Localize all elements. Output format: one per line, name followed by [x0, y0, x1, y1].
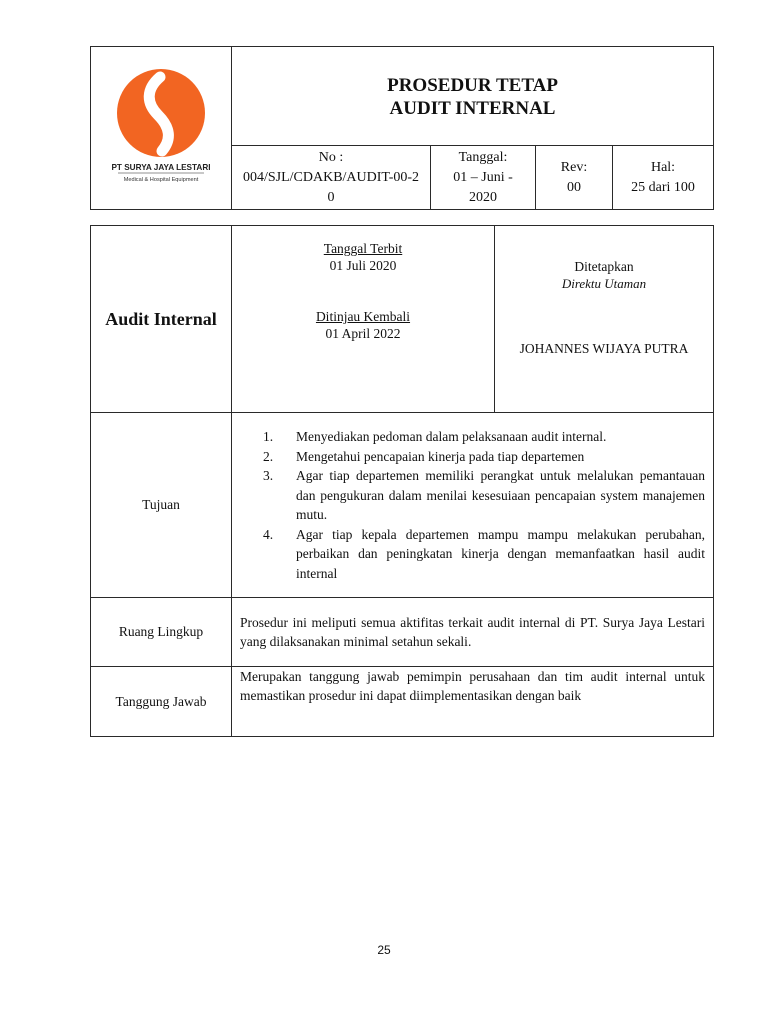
- title-line-2: AUDIT INTERNAL: [389, 98, 556, 119]
- list-item: 2. Mengetahui pencapaian kinerja pada tiap departemen: [262, 448, 585, 464]
- list-item: 4. Agar tiap kepala departemen mampu mampu melakukan perubahan, perbaikan dan peningkatan kinerja dengan memanfaatkan hasil audit internal: [262, 526, 705, 581]
- date-cell: [431, 146, 536, 210]
- procedure-body-table: [90, 225, 714, 737]
- approval-cell: [495, 226, 714, 413]
- doc-number-label: No :: [318, 149, 344, 165]
- issue-date-value: 01 Juli 2020: [329, 258, 397, 273]
- page-count-cell: [613, 146, 714, 210]
- date-label: Tanggal:: [458, 149, 508, 165]
- review-date-value: 01 April 2022: [325, 326, 401, 341]
- page-number: 25: [377, 943, 391, 957]
- list-item: 3. Agar tiap departemen memiliki perangkat untuk melalukan pemantauan dan pengukuran dalam menilai kesesuiaan pencapaian system manajemen mutu.: [262, 468, 705, 522]
- svg-text:PT SURYA JAYA LESTARI: PT SURYA JAYA LESTARI: [111, 163, 211, 172]
- procedure-title: [232, 47, 714, 146]
- list-item: 1. Menyediakan pedoman dalam pelaksanaan audit internal.: [262, 429, 607, 444]
- revision-cell: [536, 146, 613, 210]
- ruang-lingkup-label: Ruang Lingkup: [91, 598, 232, 667]
- review-date-label: Ditinjau Kembali: [315, 309, 411, 324]
- title-line-1: PROSEDUR TETAP: [387, 75, 558, 96]
- tanggung-jawab-content: Merupakan tanggung jawab pemimpin perusahaan dan tim audit internal untuk memastikan prosedur ini dapat diimplementasikan dengan baik: [232, 667, 714, 737]
- approver-role: Direktu Utaman: [561, 276, 647, 291]
- date-value: 01 – Juni - 2020: [453, 169, 513, 205]
- revision-value: 00: [567, 179, 581, 195]
- doc-number-cell: [232, 146, 431, 210]
- tujuan-list: [232, 427, 713, 583]
- approval-label: Ditetapkan: [574, 259, 634, 274]
- svg-text:Medical & Hospital Equipment: Medical & Hospital Equipment: [123, 177, 199, 183]
- revision-label: Rev:: [560, 159, 588, 175]
- doc-number-value: 004/SJL/CDAKB/AUDIT-00-20: [242, 169, 420, 205]
- tanggung-jawab-label: Tanggung Jawab: [91, 667, 232, 737]
- company-logo-cell: [91, 47, 232, 210]
- section-title: Audit Internal: [91, 226, 232, 413]
- page-count-value: 25 dari 100: [631, 179, 695, 195]
- company-logo: [102, 69, 220, 187]
- tujuan-content: [232, 413, 714, 598]
- issue-date-label: Tanggal Terbit: [323, 241, 403, 256]
- approver-name: JOHANNES WIJAYA PUTRA: [519, 341, 689, 356]
- tujuan-label: Tujuan: [91, 413, 232, 598]
- page-count-label: Hal:: [650, 159, 676, 175]
- ruang-lingkup-content: Prosedur ini meliputi semua aktifitas terkait audit internal di PT. Surya Jaya Lestari yang dilaksanakan minimal setahun sekali.: [232, 598, 714, 667]
- document-header-table: [90, 46, 714, 210]
- dates-cell: [232, 226, 495, 413]
